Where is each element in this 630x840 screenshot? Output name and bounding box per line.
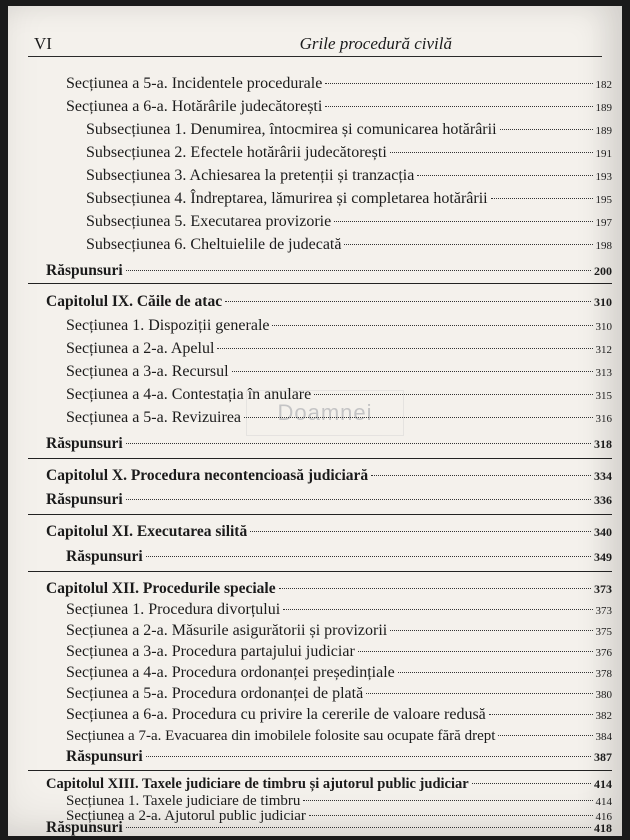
toc-entry-title: Secțiunea 1. Taxele judiciare de timbru [66, 793, 301, 809]
toc-entry [66, 316, 612, 336]
toc-entry [66, 408, 612, 428]
toc-entry-title: Secțiunea a 4-a. Contestația în anulare [66, 386, 312, 403]
divider [28, 458, 612, 459]
toc-entry [66, 705, 612, 725]
toc-entry-title: Capitolul X. Procedura necontencioasă judiciară [46, 467, 369, 484]
toc-entry [86, 166, 612, 186]
toc-entry-page: 200 [594, 264, 612, 278]
toc-entry-title: Secțiunea a 2-a. Ajutorul public judiciar [66, 808, 306, 824]
watermark-text: Doamnei [277, 400, 373, 425]
dot-leader [398, 672, 593, 673]
toc-chapter-entry [46, 522, 612, 542]
toc-entry [66, 74, 612, 94]
divider [28, 283, 612, 284]
toc-answers-entry [46, 490, 612, 510]
dot-leader [417, 175, 592, 176]
toc-entry-page: 378 [595, 668, 612, 680]
toc-entry [86, 189, 612, 209]
toc-entry-title: Subsecțiunea 2. Efectele hotărârii judecătorești [86, 144, 387, 161]
toc-entry-title: Răspunsuri [46, 262, 123, 279]
toc-entry [66, 385, 612, 405]
toc-entry [86, 120, 612, 140]
toc-entry-title: Capitolul XII. Procedurile speciale [46, 580, 276, 597]
toc-entry-page: 375 [595, 626, 612, 638]
toc-entry-page: 416 [595, 811, 612, 823]
toc-entry-title: Secțiunea a 5-a. Procedura ordonanței de plată [66, 685, 364, 702]
toc-entry-page: 189 [595, 102, 612, 114]
toc-chapter-entry [46, 466, 612, 486]
dot-leader [344, 244, 592, 245]
toc-entry-page: 376 [595, 647, 612, 659]
toc-entry [86, 235, 612, 255]
dot-leader [358, 651, 593, 652]
dot-leader [371, 475, 591, 476]
toc-entry [66, 339, 612, 359]
dot-leader [146, 756, 591, 757]
dot-leader [500, 129, 593, 130]
toc-chapter-entry [46, 579, 612, 599]
dot-leader [283, 609, 592, 610]
toc-entry-title: Secțiunea a 3-a. Procedura partajului judiciar [66, 643, 355, 660]
toc-entry-page: 318 [594, 437, 612, 451]
toc-entry [66, 621, 612, 641]
toc-entry-title: Răspunsuri [46, 435, 123, 452]
dot-leader [334, 221, 592, 222]
toc-entry-page: 414 [595, 796, 612, 808]
toc-answers-entry [66, 747, 612, 767]
toc-entry [66, 684, 612, 704]
dot-leader [250, 531, 591, 532]
toc-answers-entry [46, 818, 612, 838]
toc-entry-title: Subsecțiunea 4. Îndreptarea, lămurirea și completarea hotărârii [86, 190, 488, 207]
dot-leader [489, 714, 593, 715]
toc-entry-title: Subsecțiunea 6. Cheltuielile de judecată [86, 236, 342, 253]
toc-entry-title: Răspunsuri [66, 748, 143, 765]
toc-entry-page: 191 [595, 148, 612, 160]
toc-entry-page: 336 [594, 493, 612, 507]
dot-leader [325, 83, 592, 84]
toc-entry-title: Subsecțiunea 5. Executarea provizorie [86, 213, 332, 230]
toc-entry-page: 310 [594, 295, 612, 309]
toc-entry-page: 189 [595, 125, 612, 137]
toc-entry-title: Secțiunea a 5-a. Incidentele procedurale [66, 75, 323, 92]
dot-leader [225, 301, 591, 302]
toc-entry [86, 143, 612, 163]
toc-entry-page: 315 [595, 390, 612, 402]
toc-entry-title: Capitolul XI. Executarea silită [46, 523, 248, 540]
dot-leader [126, 499, 591, 500]
toc-entry-page: 195 [595, 194, 612, 206]
toc-entry-page: 387 [594, 750, 612, 764]
dot-leader [303, 800, 592, 801]
toc-entry-title: Secțiunea 1. Procedura divorțului [66, 601, 281, 618]
toc-entry [66, 726, 612, 746]
divider [28, 514, 612, 515]
toc-entry-title: Răspunsuri [46, 491, 123, 508]
toc-entry-title: Secțiunea a 2-a. Apelul [66, 340, 215, 357]
toc-entry-page: 310 [595, 321, 612, 333]
toc-entry-title: Capitolul IX. Căile de atac [46, 293, 223, 310]
toc-entry-title: Secțiunea a 6-a. Hotărârile judecătorești [66, 98, 323, 115]
toc-entry-page: 334 [594, 469, 612, 483]
page-number: VI [34, 34, 52, 53]
divider [28, 571, 612, 572]
toc-entry-page: 193 [595, 171, 612, 183]
toc-chapter-entry [46, 292, 612, 312]
toc-entry-page: 414 [594, 777, 612, 791]
dot-leader [244, 417, 592, 418]
toc-entry-title: Secțiunea a 7-a. Evacuarea din imobilele folosite sau ocupate fără drept [66, 728, 496, 744]
toc-entry-title: Secțiunea a 5-a. Revizuirea [66, 409, 242, 426]
toc-entry-title: Secțiunea a 4-a. Procedura ordonanței președințiale [66, 664, 395, 681]
dot-leader [309, 815, 593, 816]
running-title: Grile procedură civilă [299, 34, 452, 53]
toc-entry-title: Secțiunea a 3-a. Recursul [66, 363, 229, 380]
toc-answers-entry [46, 434, 612, 454]
table-of-contents [8, 6, 622, 836]
toc-entry-page: 340 [594, 525, 612, 539]
book-page [8, 6, 622, 836]
toc-entry-page: 182 [595, 79, 612, 91]
toc-entry [66, 642, 612, 662]
dot-leader [472, 783, 591, 784]
toc-entry-title: Secțiunea a 6-a. Procedura cu privire la cererile de valoare redusă [66, 706, 486, 723]
dot-leader [232, 371, 593, 372]
dot-leader [390, 152, 593, 153]
toc-entry [66, 663, 612, 683]
toc-answers-entry [46, 261, 612, 281]
toc-entry-title: Secțiunea 1. Dispoziții generale [66, 317, 270, 334]
toc-entry-page: 382 [595, 710, 612, 722]
toc-entry-page: 418 [594, 821, 612, 835]
dot-leader [325, 106, 592, 107]
toc-entry-page: 380 [595, 689, 612, 701]
toc-entry-page: 198 [595, 240, 612, 252]
toc-entry [66, 362, 612, 382]
dot-leader [498, 735, 592, 736]
dot-leader [390, 630, 592, 631]
toc-entry-page: 312 [595, 344, 612, 356]
toc-entry-title: Capitolul XIII. Taxele judiciare de timbru și ajutorul public judiciar [46, 776, 469, 792]
toc-entry-title: Secțiunea a 2-a. Măsurile asigurătorii și provizorii [66, 622, 388, 639]
dot-leader [126, 827, 591, 828]
toc-entry [66, 600, 612, 620]
dot-leader [217, 348, 592, 349]
dot-leader [126, 270, 591, 271]
dot-leader [146, 556, 591, 557]
divider [28, 770, 612, 771]
toc-entry-page: 316 [595, 413, 612, 425]
toc-entry [66, 97, 612, 117]
dot-leader [279, 588, 591, 589]
toc-entry-page: 313 [595, 367, 612, 379]
toc-entry-page: 197 [595, 217, 612, 229]
dot-leader [126, 443, 591, 444]
dot-leader [366, 693, 592, 694]
dot-leader [314, 394, 592, 395]
toc-entry-page: 373 [594, 582, 612, 596]
toc-entry-page: 349 [594, 550, 612, 564]
toc-entry-title: Răspunsuri [66, 548, 143, 565]
toc-answers-entry [66, 547, 612, 567]
toc-entry-page: 373 [595, 605, 612, 617]
dot-leader [491, 198, 593, 199]
toc-entry-title: Răspunsuri [46, 819, 123, 836]
dot-leader [272, 325, 592, 326]
toc-entry-title: Subsecțiunea 1. Denumirea, întocmirea și comunicarea hotărârii [86, 121, 497, 138]
toc-entry [86, 212, 612, 232]
toc-entry-title: Subsecțiunea 3. Achiesarea la pretenții și tranzacția [86, 167, 415, 184]
toc-entry-page: 384 [595, 731, 612, 743]
